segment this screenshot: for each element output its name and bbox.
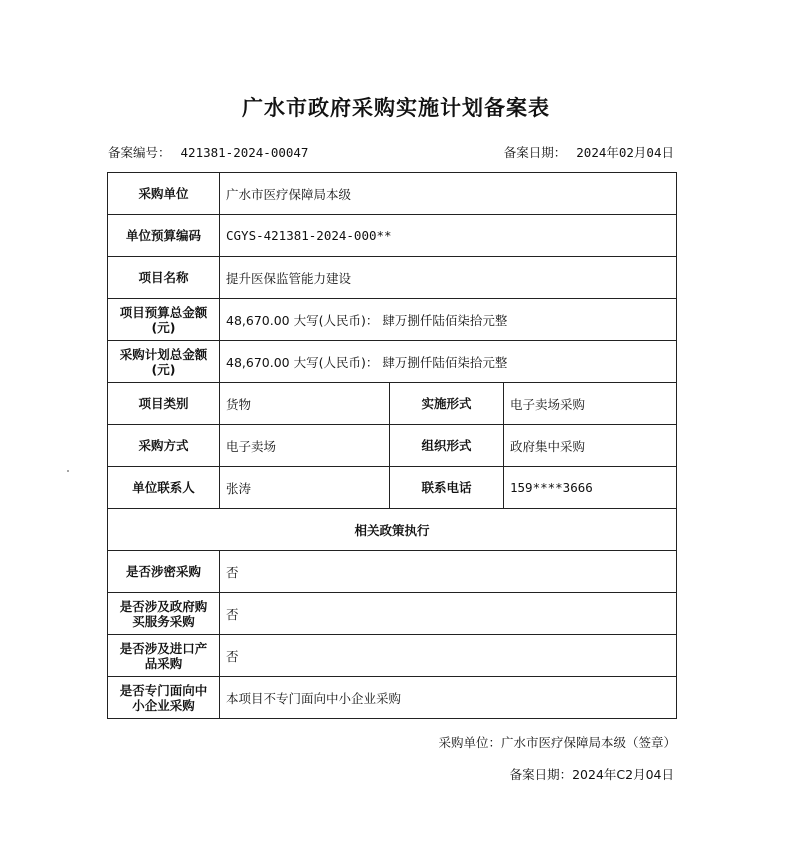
table-row <box>108 173 677 215</box>
org-form-label: 组织形式 <box>390 425 504 467</box>
table-row <box>108 341 677 383</box>
project-name-label: 项目名称 <box>108 257 220 299</box>
import-label-line2: 品采购 <box>144 655 183 671</box>
record-date-label: 备案日期： <box>503 145 567 160</box>
budget-total-value: 48,670.00 大写(人民币)： 肆万捌仟陆佰柒拾元整 <box>220 299 677 341</box>
contact-value: 张涛 <box>220 467 390 509</box>
table-row <box>108 299 677 341</box>
table-row <box>108 425 677 467</box>
table-row <box>108 551 677 593</box>
sme-label-line1: 是否专门面向中 <box>119 682 208 698</box>
budget-total-label-line1: 项目预算总金额 <box>119 304 208 320</box>
classified-label: 是否涉密采购 <box>108 551 220 593</box>
impl-form-value: 电子卖场采购 <box>504 383 677 425</box>
table-row <box>108 509 677 551</box>
gov-service-value: 否 <box>220 593 677 635</box>
table-row <box>108 467 677 509</box>
budget-total-label-line2: (元) <box>151 319 176 335</box>
table-row <box>108 677 677 719</box>
plan-total-label <box>108 341 220 383</box>
purchasing-unit-value: 广水市医疗保障局本级 <box>220 173 677 215</box>
category-value: 货物 <box>220 383 390 425</box>
plan-total-label-line2: (元) <box>151 361 176 377</box>
document-title: 广水市政府采购实施计划备案表 <box>242 95 550 120</box>
phone-label: 联系电话 <box>390 467 504 509</box>
gov-service-label-line1: 是否涉及政府购 <box>119 598 208 614</box>
plan-total-label-line1: 采购计划总金额 <box>119 346 208 362</box>
budget-total-label <box>108 299 220 341</box>
table-row <box>108 215 677 257</box>
record-date <box>504 143 674 161</box>
record-number-value: 421381-2024-00047 <box>180 145 309 160</box>
import-value: 否 <box>220 635 677 677</box>
gov-service-label-line2: 买服务采购 <box>132 613 195 629</box>
budget-code-label: 单位预算编码 <box>108 215 220 257</box>
contact-label: 单位联系人 <box>108 467 220 509</box>
method-label: 采购方式 <box>108 425 220 467</box>
footer-record-date: 备案日期：2024年C2月04日 <box>509 767 674 782</box>
phone-value: 159****3666 <box>504 467 677 509</box>
import-label-line1: 是否涉及进口产 <box>119 640 208 656</box>
record-date-value: 2024年02月04日 <box>576 145 674 160</box>
org-form-value: 政府集中采购 <box>504 425 677 467</box>
category-label: 项目类别 <box>108 383 220 425</box>
footer-unit-signature: 采购单位：广水市医疗保障局本级（签章） <box>438 735 676 750</box>
project-name-value: 提升医保监管能力建设 <box>220 257 677 299</box>
record-number <box>108 143 308 161</box>
sme-value: 本项目不专门面向中小企业采购 <box>220 677 677 719</box>
scan-speck <box>67 470 69 472</box>
table-row <box>108 593 677 635</box>
import-label <box>108 635 220 677</box>
table-row <box>108 635 677 677</box>
record-number-label: 备案编号： <box>108 145 171 160</box>
filing-table <box>107 172 677 719</box>
purchasing-unit-label: 采购单位 <box>108 173 220 215</box>
table-row <box>108 257 677 299</box>
plan-total-value: 48,670.00 大写(人民币)： 肆万捌仟陆佰柒拾元整 <box>220 341 677 383</box>
table-row <box>108 383 677 425</box>
classified-value: 否 <box>220 551 677 593</box>
sme-label-line2: 小企业采购 <box>132 697 195 713</box>
impl-form-label: 实施形式 <box>390 383 504 425</box>
gov-service-label <box>108 593 220 635</box>
budget-code-value: CGYS-421381-2024-000** <box>220 215 677 257</box>
policy-section-heading: 相关政策执行 <box>108 509 677 551</box>
sme-label <box>108 677 220 719</box>
method-value: 电子卖场 <box>220 425 390 467</box>
